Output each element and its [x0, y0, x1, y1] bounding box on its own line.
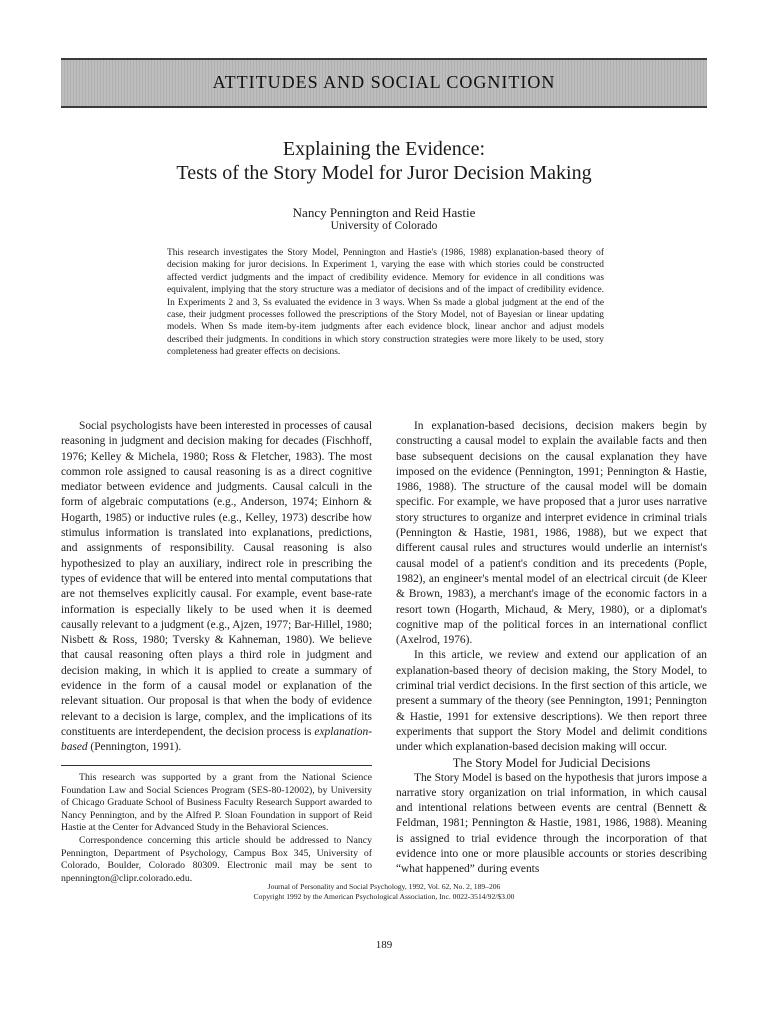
citation-line-2: Copyright 1992 by the American Psychological Association, Inc. 0022-3514/92/$3.00	[253, 891, 515, 901]
article-title-line-1: Explaining the Evidence:	[282, 138, 486, 160]
section-banner	[61, 58, 707, 108]
article-overview-paragraph: In this article, we review and extend our application of an explanation-based theory of decision making, the Story Model, to criminal trial verdict decisions. In the first section of this article, we present a summary of the theory (see Pennington, 1991; Pennington & Hastie, 1991 for extensive descriptions). We then report three experiments that support the Story Model and delimit conditions under which explanation-based decision making will occur.	[396, 649, 707, 754]
citation-line-1: Journal of Personality and Social Psychology, 1992, Vol. 62, No. 2, 189–206	[267, 882, 501, 891]
journal-citation	[61, 882, 707, 901]
article-title-line-2: Tests of the Story Model for Juror Decision Making	[176, 162, 592, 184]
story-model-paragraph: The Story Model is based on the hypothesis that jurors impose a narrative story organization on trial information, in which causal and intentional relations between events are central (Bennett & Feldman, 1981; Pennington & Hastie, 1981, 1986, 1988). Meaning is assigned to trial evidence through the incorporation of that evidence into one or more plausible accounts or stories describing “what happened” during events	[396, 771, 707, 876]
section-banner-label: ATTITUDES AND SOCIAL COGNITION	[212, 72, 556, 92]
funding-footnote: This research was supported by a grant from the National Science Foundation Law and Social Sciences Program (SES-80-12002), by University of Chicago Graduate School of Business Faculty Research Support awarded to Nancy Pennington, and by the Alfred P. Sloan Foundation in support of Reid Hastie at the Center for Advanced Study in the Behavioral Sciences.	[61, 772, 372, 834]
left-column	[61, 419, 372, 756]
footnote-divider	[61, 765, 372, 766]
explanation-based-paragraph: In explanation-based decisions, decision makers begin by constructing a causal model to explain the available facts and then base subsequent decisions on the causal explanation they have imposed on the evidence (Pennington, 1991; Pennington & Hastie, 1986, 1988). The structure of the causal model will be domain specific. For example, we have proposed that a juror uses narrative story structures to organize and interpret evidence in criminal trials (Pennington & Hastie, 1981, 1986, 1988), but we expect that different causal rules and structures would underlie an internist's causal model of a patient's condition and its precedents (Pople, 1982), an engineer's mental model of an electrical circuit (de Kleer & Brown, 1983), a merchant's image of the economic factors in a resort town (Hogarth, Michaud, & Mery, 1980), or a diplomat's cognitive map of the political forces in an international conflict (Axelrod, 1976).	[396, 420, 707, 647]
intro-paragraph-end: (Pennington, 1991).	[87, 741, 182, 754]
correspondence-footnote: Correspondence concerning this article should be addressed to Nancy Pennington, Department of Psychology, Campus Box 345, University of Colorado, Boulder, Colorado 80309. Electronic mail may be sent to npennington@clipr.colorado.edu.	[61, 834, 372, 884]
section-heading: The Story Model for Judicial Decisions	[452, 755, 651, 770]
page-number: 189	[375, 939, 393, 951]
author-names: Nancy Pennington and Reid Hastie	[292, 205, 476, 220]
intro-paragraph-emphasis: explanation-based	[61, 725, 372, 754]
footnotes	[61, 772, 372, 885]
intro-paragraph	[61, 419, 372, 756]
right-column	[396, 419, 707, 878]
intro-paragraph-text: Social psychologists have been interested in processes of causal reasoning in judgment and decision making for decades (Fischhoff, 1976; Kelley & Michela, 1980; Ross & Fletcher, 1983). The most common role assigned to causal reasoning is as a direct cognitive mediator between evidence and judgments. Causal calculi in the form of algebraic computations (e.g., Anderson, 1974; Einhorn & Hogarth, 1985) or inductive rules (e.g., Kelley, 1973) describe how stimulus information is translated into explanations, predictions, and assignments of responsibility. Causal reasoning is also hypothesized to play an auxiliary, indirect role in prescribing the types of evidence that will be entered into mental computations that are not themselves explicitly causal. For example, event base-rate information is especially likely to be used when it is deemed causally relevant to a judgment (e.g., Ajzen, 1977; Bar-Hillel, 1980; Nisbett & Ross, 1980; Tversky & Kahneman, 1980). We believe that causal reasoning often plays a third role in judgment and decision making, in which it is applied to create a summary of evidence in the form of a causal model or explanation of the relevant situation. Our proposal is that when the body of evidence relevant to a decision is large, complex, and the implications of its constituents are interdependent, the decision process is	[61, 420, 372, 738]
abstract: This research investigates the Story Model, Pennington and Hastie's (1986, 1988) explanation-based theory of decision making for juror decisions. In Experiment 1, varying the ease with which stories could be constructed affected verdict judgments and the impact of credibility evidence. Memory for evidence in all conditions was equivalent, implying that the story structure was a mediator of decisions and of the impact of credibility evidence. In Experiments 2 and 3, Ss evaluated the evidence in 3 ways. When Ss made a global judgment at the end of the case, their judgment processes followed the prescriptions of the Story Model, not of Bayesian or linear updating models. When Ss made item-by-item judgments after each evidence block, linear anchor and adjust models described their judgments. In conditions in which story construction strategies were more likely to be used, story completeness had greater effects on decisions.	[167, 248, 604, 358]
author-affiliation: University of Colorado	[330, 220, 438, 232]
